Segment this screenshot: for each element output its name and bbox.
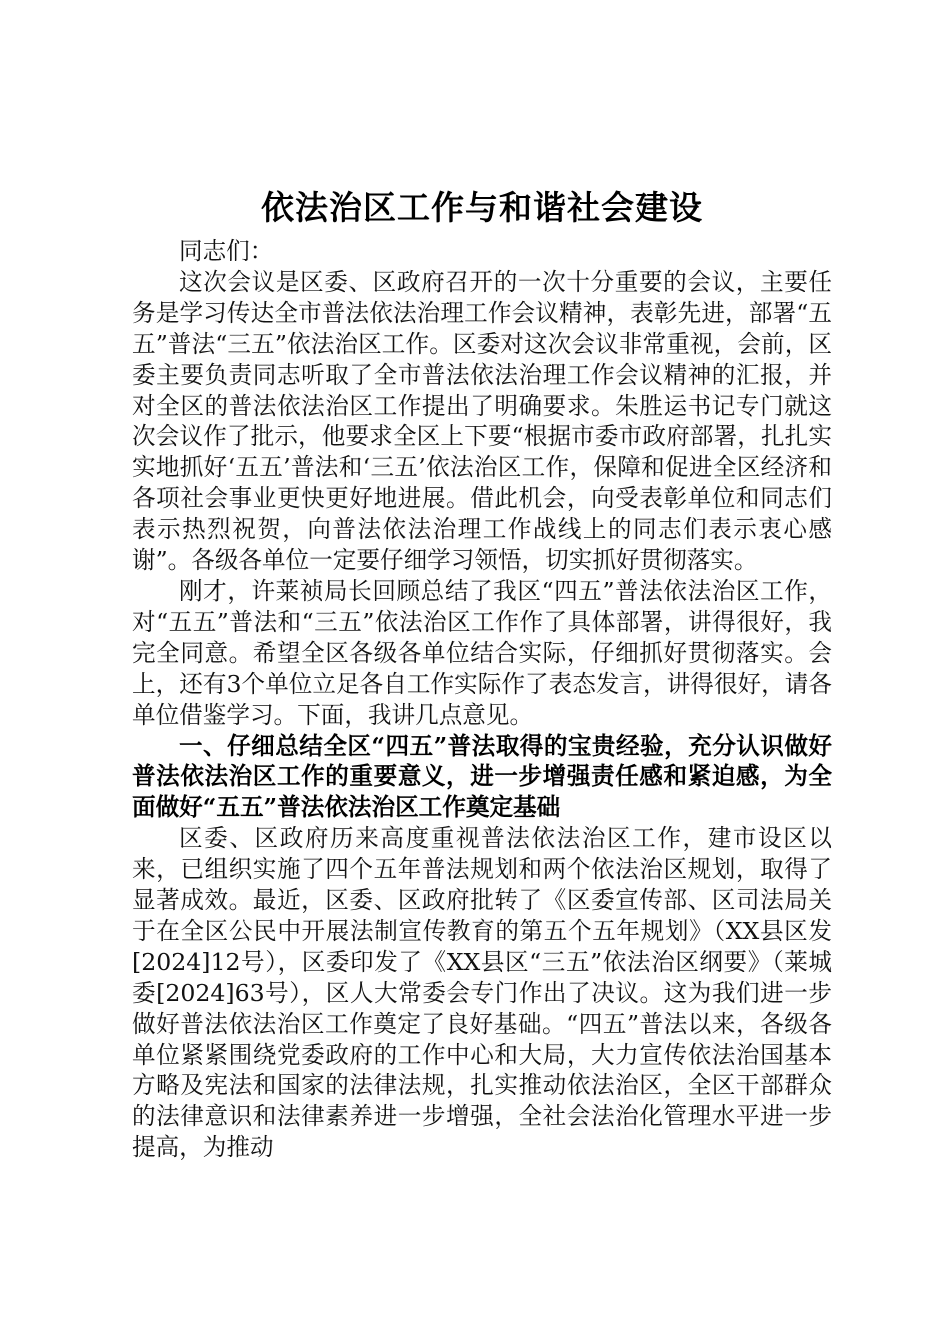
paragraph-review: 刚才，许莱祯局长回顾总结了我区“四五”普法依法治区工作，对“五五”普法和“三五”依法治区工作作了具体部署，讲得很好，我完全同意。希望全区各级各单位结合实际，仔细抓好贯彻落实。会上，还有3个单位立足各自工作实际作了表态发言，讲得很好，请各单位借鉴学习。下面，我讲几点意见。	[132, 576, 832, 729]
salutation: 同志们：	[179, 237, 274, 265]
document-body	[132, 184, 832, 1163]
paragraph-opening: 这次会议是区委、区政府召开的一次十分重要的会议，主要任务是学习传达全市普法依法治理工作会议精神，表彰先进，部署“五五”普法“三五”依法治区工作。区委对这次会议非常重视，会前，区委主要负责同志听取了全市普法依法治理工作会议精神的汇报，并对全区的普法依法治区工作提出了明确要求。朱胜运书记专门就这次会议作了批示，他要求全区上下要“根据市委市政府部署，扎扎实实地抓好‘五五’普法和‘三五’依法治区工作，保障和促进全区经济和各项社会事业更快更好地进展。借此机会，向受表彰单位和同志们表示热烈祝贺，向普法依法治理工作战线上的同志们表示衷心感谢”。各级各单位一定要仔细学习领悟，切实抓好贯彻落实。	[132, 267, 832, 575]
document-title: 依法治区工作与和谐社会建设	[261, 188, 703, 227]
section-heading: 一、仔细总结全区“四五”普法取得的宝贵经验，充分认识做好普法依法治区工作的重要意义，进一步增强责任感和紧迫感，为全面做好“五五”普法依法治区工作奠定基础	[132, 731, 832, 822]
section-paragraph: 区委、区政府历来高度重视普法依法治区工作，建市设区以来，已组织实施了四个五年普法规划和两个依法治区规划，取得了显著成效。最近，区委、区政府批转了《区委宣传部、区司法局关于在全区公民中开展法制宣传教育的第五个五年规划》（XX县区发[2024]12号），区委印发了《XX县区“三五”依法治区纲要》（莱城委[2024]63号），区人大常委会专门作出了决议。这为我们进一步做好普法依法治区工作奠定了良好基础。“四五”普法以来，各级各单位紧紧围绕党委政府的工作中心和大局，大力宣传依法治国基本方略及宪法和国家的法律法规，扎实推动依法治区，全区干部群众的法律意识和法律素养进一步增强，全社会法治化管理水平进一步提高，为推动	[132, 824, 832, 1162]
